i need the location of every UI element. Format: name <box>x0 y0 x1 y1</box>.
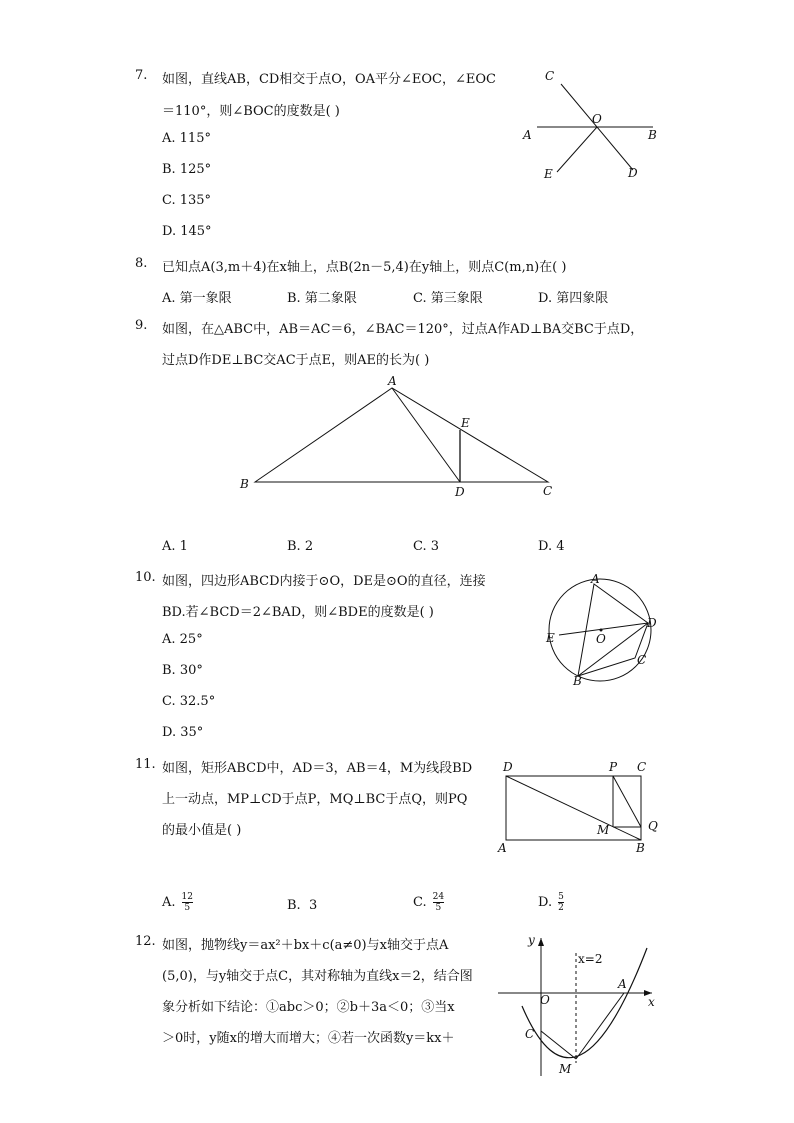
option-value: 3 <box>308 898 318 913</box>
option-prefix: D. <box>538 895 553 910</box>
label-e: E <box>544 167 553 181</box>
label-d: D <box>455 485 465 499</box>
question-text-line: 如图，矩形ABCD中，AD＝3，AB＝4，M为线段BD <box>162 761 473 776</box>
fraction <box>433 892 444 913</box>
question-text-line: 上一动点，MP⊥CD于点P，MQ⊥BC于点Q，则PQ <box>162 792 468 807</box>
label-o: O <box>596 632 606 646</box>
question-number: 10. <box>135 570 156 585</box>
question-text-line: BD.若∠BCD＝2∠BAD，则∠BDE的度数是( ) <box>162 605 434 620</box>
numerator: 12 <box>181 892 193 902</box>
label-c: C <box>545 69 555 83</box>
option-a[interactable] <box>162 892 193 913</box>
denominator: 5 <box>182 902 193 913</box>
label-a: A <box>523 128 532 142</box>
label-d: D <box>503 760 513 774</box>
question-number: 9. <box>135 318 148 333</box>
question-text-line: 象分析如下结论：①abc＞0；②b＋3a＜0；③当x <box>162 1000 455 1015</box>
label-d: D <box>628 166 638 180</box>
label-x: x <box>648 995 655 1009</box>
option-prefix: B. <box>287 898 301 913</box>
option-d[interactable] <box>538 892 564 913</box>
label-o: O <box>592 112 602 126</box>
question-text-line: 已知点A(3,m＋4)在x轴上，点B(2n－5,4)在y轴上，则点C(m,n)在( ) <box>162 260 567 275</box>
denominator: 5 <box>433 902 444 913</box>
question-number: 8. <box>135 256 148 271</box>
label-e: E <box>461 416 470 430</box>
option-d[interactable]: D. 第四象限 <box>538 291 609 306</box>
label-a: A <box>618 977 627 991</box>
option-b[interactable]: B. 30° <box>162 663 203 678</box>
figure-q10-circle <box>535 568 670 688</box>
numerator: 24 <box>432 892 445 902</box>
question-text-line: 如图，直线AB，CD相交于点O，OA平分∠EOC，∠EOC <box>162 72 496 87</box>
label-y: y <box>528 933 535 947</box>
label-c: C <box>637 760 647 774</box>
option-d[interactable]: D. 145° <box>162 224 212 239</box>
label-c: C <box>543 484 553 498</box>
option-b[interactable]: B. 125° <box>162 162 212 177</box>
figure-q12-parabola <box>492 928 667 1078</box>
denominator: 2 <box>558 903 564 913</box>
option-d[interactable]: D. 4 <box>538 539 565 554</box>
option-prefix: C. <box>413 895 427 910</box>
question-number: 7. <box>135 68 148 83</box>
question-text-line: 的最小值是( ) <box>162 823 242 838</box>
option-b[interactable]: B. 第二象限 <box>287 291 357 306</box>
option-c[interactable]: C. 3 <box>413 539 440 554</box>
question-number: 12. <box>135 934 156 949</box>
question-text-line: (5,0)，与y轴交于点C，其对称轴为直线x＝2，结合图 <box>162 969 473 984</box>
question-text-line: 过点D作DE⊥BC交AC于点E，则AE的长为( ) <box>162 353 430 368</box>
option-a[interactable]: A. 第一象限 <box>162 291 232 306</box>
option-c[interactable]: C. 32.5° <box>162 694 216 709</box>
label-a: A <box>498 841 507 855</box>
label-c: C <box>637 653 647 667</box>
option-a[interactable]: A. 1 <box>162 539 188 554</box>
figure-q11-rectangle <box>495 756 665 856</box>
label-a: A <box>388 374 397 388</box>
numerator: 5 <box>558 892 564 902</box>
fraction <box>182 892 193 913</box>
label-e: E <box>546 631 555 645</box>
label-b: B <box>636 841 645 855</box>
label-p: P <box>609 760 618 774</box>
question-text-line: 如图，四边形ABCD内接于⊙O，DE是⊙O的直径，连接 <box>162 574 486 589</box>
label-b: B <box>240 477 249 491</box>
fraction <box>558 892 564 913</box>
option-c[interactable]: C. 135° <box>162 193 212 208</box>
question-text-line: ＝110°，则∠BOC的度数是( ) <box>162 104 340 119</box>
question-text-line: 如图，在△ABC中，AB＝AC＝6，∠BAC＝120°，过点A作AD⊥BA交BC于点D， <box>162 322 644 337</box>
option-c[interactable]: C. 第三象限 <box>413 291 483 306</box>
label-o: O <box>540 993 550 1007</box>
option-c[interactable] <box>413 892 444 913</box>
option-b[interactable]: B. 2 <box>287 539 314 554</box>
label-d: D <box>647 616 657 630</box>
option-prefix: A. <box>162 895 176 910</box>
label-q: Q <box>648 819 658 833</box>
label-b: B <box>648 128 657 142</box>
label-m: M <box>597 823 610 837</box>
question-number: 11. <box>135 757 156 772</box>
label-axis: x=2 <box>578 952 603 966</box>
label-b: B <box>573 674 582 688</box>
figure-q7-lines <box>515 60 675 190</box>
label-c: C <box>525 1027 535 1041</box>
label-m: M <box>559 1062 572 1076</box>
question-text-line: ＞0时，y随x的增大而增大；④若一次函数y＝kx＋ <box>162 1031 455 1046</box>
option-a[interactable]: A. 115° <box>162 131 211 146</box>
figure-q9-triangle <box>230 370 570 500</box>
question-text-line: 如图，抛物线y＝ax²＋bx＋c(a≠0)与x轴交于点A <box>162 938 449 953</box>
option-a[interactable]: A. 25° <box>162 632 203 647</box>
option-d[interactable]: D. 35° <box>162 725 204 740</box>
label-a: A <box>591 572 600 586</box>
option-b[interactable] <box>287 898 317 913</box>
